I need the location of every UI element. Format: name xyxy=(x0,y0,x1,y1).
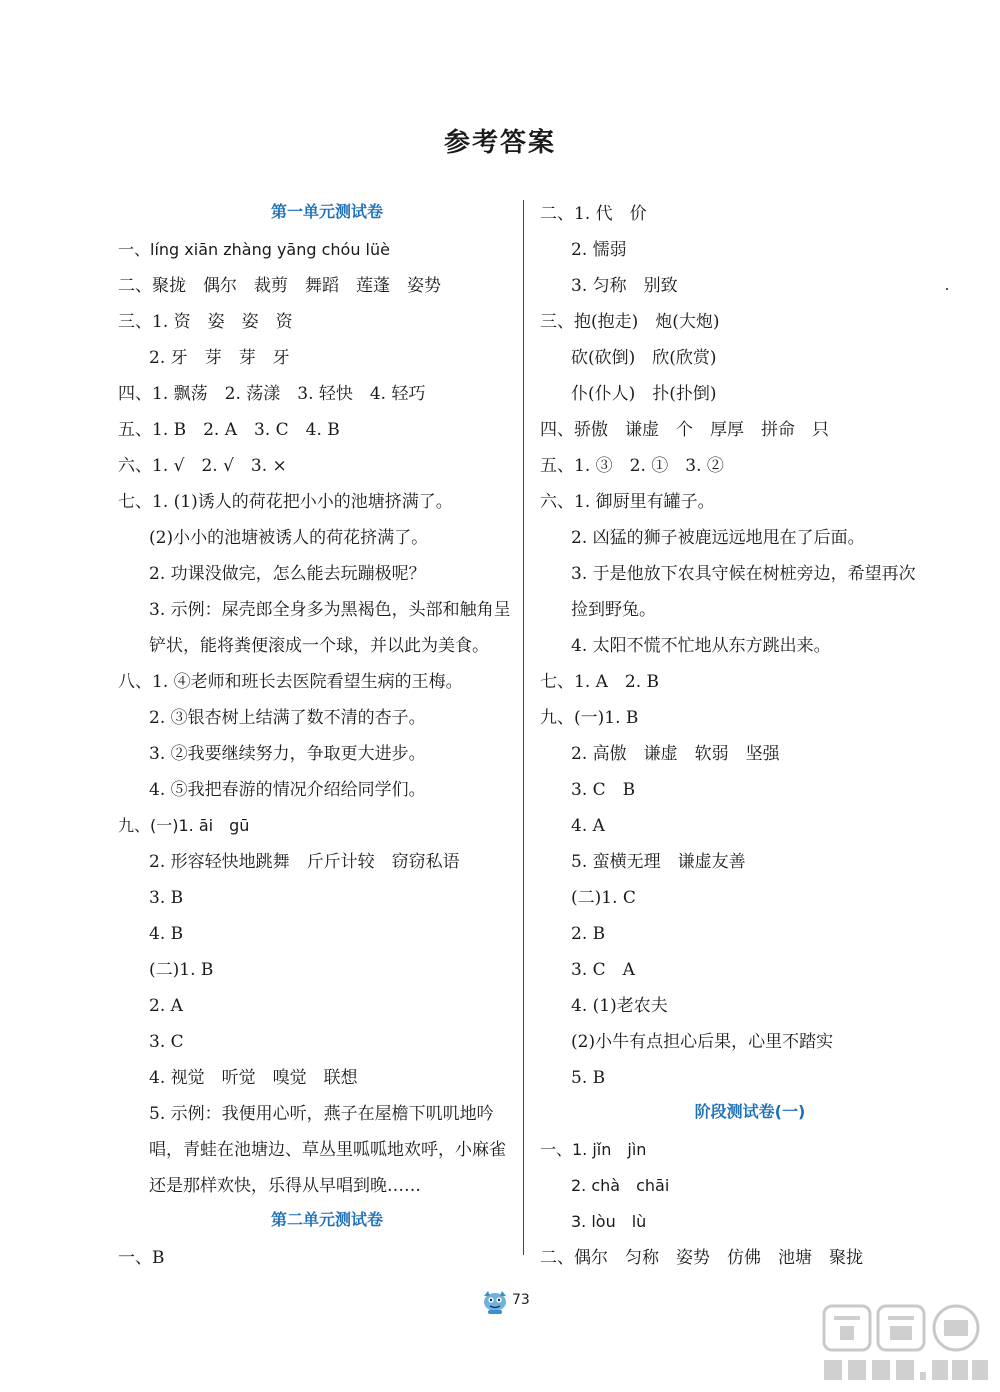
answer-line: 七、1. (1)诱人的荷花把小小的池塘挤满了。 xyxy=(118,492,453,512)
answer-line: 2. 牙 芽 芽 牙 xyxy=(149,348,290,368)
answer-line: 4. (1)老农夫 xyxy=(571,996,668,1016)
answer-line: 八、1. ④老师和班长去医院看望生病的王梅。 xyxy=(118,672,463,692)
answer-line: 二、偶尔 匀称 姿势 仿佛 池塘 聚拢 xyxy=(540,1248,863,1268)
answer-line: (二)1. B xyxy=(149,960,214,980)
answer-line: 2. 凶猛的狮子被鹿远远地甩在了后面。 xyxy=(571,528,865,548)
answer-line: 4. 视觉 听觉 嗅觉 联想 xyxy=(149,1068,358,1088)
answer-line: 七、1. A 2. B xyxy=(540,672,660,692)
answer-line: 四、骄傲 谦虚 个 厚厚 拼命 只 xyxy=(540,420,829,440)
section-heading: 第二单元测试卷 xyxy=(270,1210,383,1229)
answer-line: 2. 高傲 谦虚 软弱 坚强 xyxy=(571,744,780,764)
answer-line: (2)小小的池塘被诱人的荷花挤满了。 xyxy=(149,528,429,548)
answer-line: 六、1. 御厨里有罐子。 xyxy=(540,492,715,512)
answer-line: 四、1. 飘荡 2. 荡漾 3. 轻快 4. 轻巧 xyxy=(118,384,426,404)
answer-line: (二)1. C xyxy=(571,888,636,908)
answer-line: 5. 蛮横无理 谦虚友善 xyxy=(571,852,746,872)
answer-line: 3. ②我要继续努力，争取更大进步。 xyxy=(149,744,426,764)
answer-line: 4. A xyxy=(571,816,605,836)
answer-line: 5. 示例：我便用心听，燕子在屋檐下叽叽地吟 xyxy=(149,1104,494,1124)
answer-line: 4. 太阳不慌不忙地从东方跳出来。 xyxy=(571,636,831,656)
page-title: 参考答案 xyxy=(443,128,556,158)
page-footer xyxy=(478,1284,568,1320)
answer-line: 唱，青蛙在池塘边、草丛里呱呱地欢呼，小麻雀 xyxy=(149,1140,506,1160)
answer-line: 一、B xyxy=(118,1248,165,1268)
answer-line: 3. B xyxy=(149,888,184,908)
answer-line: 一、líng xiān zhàng yāng chóu lüè xyxy=(118,240,390,259)
answer-line: 3. 匀称 别致 xyxy=(571,276,678,296)
answer-line: 二、聚拢 偶尔 裁剪 舞蹈 莲蓬 姿势 xyxy=(118,276,441,296)
answer-line: 二、1. 代 价 xyxy=(540,204,647,224)
answer-line: (2)小牛有点担心后果，心里不踏实 xyxy=(571,1032,834,1052)
answer-line: 六、1. √ 2. √ 3. × xyxy=(118,456,287,476)
answer-line: 砍(砍倒) 欣(欣赏) xyxy=(571,348,717,368)
answer-line: 五、1. ③ 2. ① 3. ② xyxy=(540,456,724,476)
answer-line: 3. 示例：屎壳郎全身多为黑褐色，头部和触角呈 xyxy=(149,600,511,620)
answer-line: 捡到野兔。 xyxy=(571,600,656,620)
answer-line: 2. chà chāi xyxy=(571,1176,670,1195)
answer-line: 五、1. B 2. A 3. C 4. B xyxy=(118,420,340,440)
answer-line: 3. 于是他放下农具守候在树桩旁边，希望再次 xyxy=(571,564,916,584)
column-divider xyxy=(523,200,524,1255)
answer-line: 2. ③银杏树上结满了数不清的杏子。 xyxy=(149,708,426,728)
watermark-logo-icon xyxy=(818,1302,990,1386)
answer-line: 仆(仆人) 扑(扑倒) xyxy=(571,384,717,404)
answer-line: 2. B xyxy=(571,924,606,944)
answer-line: 3. lòu lù xyxy=(571,1212,647,1231)
answer-line: 九、(一)1. B xyxy=(540,708,639,728)
scan-speck xyxy=(946,288,948,290)
answer-line: 铲状，能将粪便滚成一个球，并以此为美食。 xyxy=(149,636,489,656)
answer-line: 九、(一)1. āi gū xyxy=(118,816,250,835)
section-heading: 阶段测试卷(一) xyxy=(694,1102,806,1121)
answer-line: 3. C B xyxy=(571,780,636,800)
answer-line: 2. 形容轻快地跳舞 斤斤计较 窃窃私语 xyxy=(149,852,460,872)
answer-line: 还是那样欢快，乐得从早唱到晚…… xyxy=(149,1176,421,1196)
answer-line: 5. B xyxy=(571,1068,606,1088)
cartoon-mascot-icon xyxy=(480,1288,510,1316)
answer-line: 一、1. jǐn jìn xyxy=(540,1140,647,1159)
right-answer-column xyxy=(540,196,920,1276)
answer-line: 2. 功课没做完，怎么能去玩蹦极呢？ xyxy=(149,564,426,584)
left-answer-column xyxy=(118,196,510,1276)
answer-line: 2. A xyxy=(149,996,183,1016)
answer-line: 三、抱(抱走) 炮(大炮) xyxy=(540,312,720,332)
answer-line: 3. C xyxy=(149,1032,184,1052)
answer-line: 三、1. 资 姿 姿 资 xyxy=(118,312,293,332)
answer-line: 4. ⑤我把春游的情况介绍给同学们。 xyxy=(149,780,426,800)
answer-line: 2. 懦弱 xyxy=(571,240,627,260)
page-number: 73 xyxy=(512,1292,530,1308)
answer-line: 3. C A xyxy=(571,960,635,980)
section-heading: 第一单元测试卷 xyxy=(270,202,383,221)
answer-line: 4. B xyxy=(149,924,184,944)
